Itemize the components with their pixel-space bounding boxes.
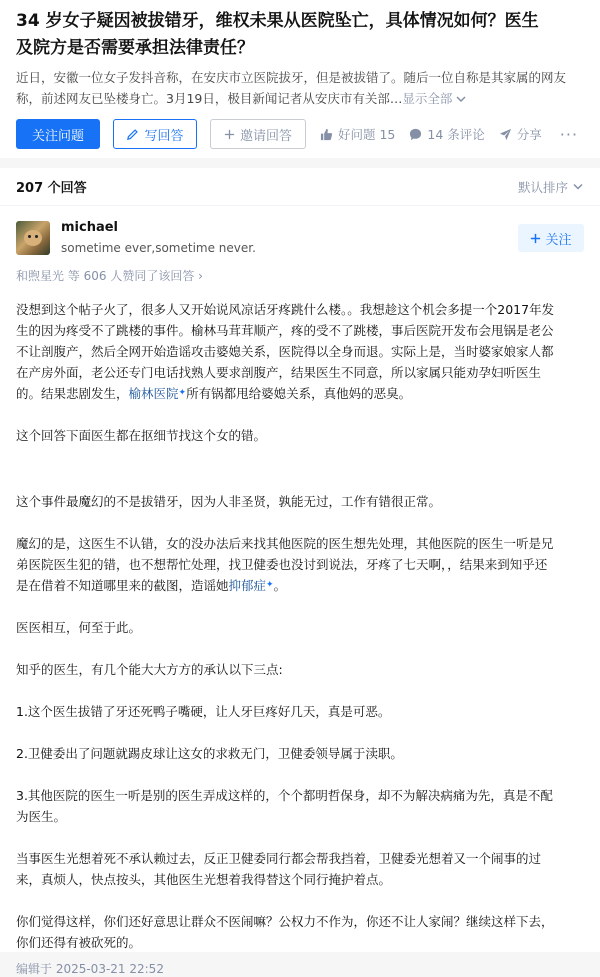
paragraph-4 [16,533,584,596]
author-name[interactable]: michael [61,220,119,235]
write-answer-label: 写回答 [144,128,184,144]
paragraph-4-text-b: 。 [273,578,287,593]
answers-section [0,168,600,976]
paragraph-1-line [16,383,584,404]
paragraph-5 [16,617,584,638]
share-icon [499,128,512,141]
paragraph-4-line: 弟医院医生犯的错，也不想帮忙处理，找卫健委也没讨到说法，牙疼了七天啊，，结果来到知乎还 [16,557,548,572]
good-question-label: 好问题 15 [338,127,396,142]
paragraph-3 [16,491,584,512]
answer-content [16,299,584,977]
paragraph-1-text-b: 所有锅都甩给婆媳关系，真他妈的恶臭。 [186,386,412,401]
sparkle-icon: ✦ [178,388,187,398]
paragraph-1-line: 生的因为疼受不了跳楼的事件。榆林马茸茸顺产，疼的受不了跳楼，事后医院开发布会甩锅是老公 [16,323,554,338]
paragraph-3-line: 这个事件最魔幻的不是拔错牙，因为人非圣贤，孰能无过，工作有错很正常。 [16,494,442,509]
paragraph-1 [16,299,584,404]
paragraph-6-line: 知乎的医生，有几个能大大方方的承认以下三点: [16,662,283,677]
question-actions [16,119,584,149]
paragraph-5-line: 医医相互，何至于此。 [16,620,142,635]
comments-label: 14 条评论 [427,127,485,142]
more-icon[interactable]: ··· [559,124,579,144]
paragraph-8 [16,743,584,764]
edited-timestamp[interactable]: 编辑于 2025-03-21 22:52 [16,962,164,976]
author-row [16,218,584,258]
answer-item [0,206,600,977]
write-answer-button[interactable] [113,119,197,149]
paragraph-8-line: 2.卫健委出了问题就踢皮球让这女的求救无门，卫健委领导属于渎职。 [16,746,403,761]
author-info [61,219,518,257]
paragraph-11-line: 你们还得有被砍死的。 [16,935,142,950]
paragraph-9 [16,785,584,827]
excerpt-line-2 [16,88,584,109]
vote-summary[interactable]: 和煦星光 等 606 人赞同了该回答 › [16,269,203,283]
pencil-icon [126,128,139,141]
plus-icon [224,129,235,140]
question-card [0,0,600,158]
share-button[interactable] [499,125,542,143]
answer-count: 207 个回答 [16,181,87,196]
link-yulin-hospital[interactable] [129,386,187,401]
follow-author-button[interactable] [518,224,584,252]
paragraph-2 [16,425,584,446]
paragraph-9-line: 3.其他医院的医生一听是别的医生弄成这样的，个个都明哲保身，却不为解决病痛为先，真是不配 [16,788,553,803]
excerpt-line-1: 近日，安徽一位女子发抖音称，在安庆市立医院拔牙，但是被拔错了。随后一位自称是其家属的网友 [16,70,567,85]
comments-button[interactable] [409,125,484,143]
author-bio: sometime ever,sometime never. [61,241,256,255]
paragraph-10 [16,848,584,890]
invite-answer-button[interactable] [210,119,306,149]
paragraph-4-line: 魔幻的是，这医生不认错，女的没办法后来找其他医院的医生想先处理，其他医院的医生一听是兄 [16,536,554,551]
avatar[interactable] [16,221,50,255]
plus-icon [530,233,541,244]
link-yulin-hospital-text[interactable]: 榆林医院 [128,386,179,401]
show-all-label[interactable]: 显示全部 [402,91,453,106]
thumb-up-icon [320,128,333,141]
paragraph-1-text-a: 的。结果悲剧发生， [16,386,129,401]
paragraph-11 [16,911,584,953]
excerpt-line-2-text: 称，前述网友已坠楼身亡。3月19日，极目新闻记者从安庆市有关部… [16,91,403,106]
question-title-line-2[interactable]: 及院方是否需要承担法律责任？ [16,38,254,58]
chevron-down-icon [456,95,466,103]
link-depression-text[interactable]: 抑郁症 [228,578,267,593]
paragraph-2-line: 这个回答下面医生都在抠细节找这个女的错。 [16,428,267,443]
share-label: 分享 [516,127,542,142]
sort-dropdown[interactable] [518,178,584,196]
paragraph-7-line: 1.这个医生拔错了牙还死鸭子嘴硬，让人牙巨疼好几天，真是可恶。 [16,704,391,719]
paragraph-9-line: 为医生。 [16,809,67,824]
paragraph-1-line: 在产房外面，老公还专门电话找熟人要求剖腹产，结果医生不同意，所以家属只能劝孕妇听医生 [16,365,542,380]
question-title-line-1[interactable]: 34 岁女子疑因被拔错牙，维权未果从医院坠亡，具体情况如何？医生 [16,11,539,31]
sort-label: 默认排序 [517,179,568,195]
chevron-down-icon [572,182,584,192]
paragraph-10-line: 当事医生光想着死不承认赖过去，反正卫健委同行都会帮我挡着，卫健委光想着又一个闹事的过 [16,851,542,866]
paragraph-1-line: 不让剖腹产，然后全网开始造谣攻击婆媳关系，医院得以全身而退。实际上是，当时婆家娘家人都 [16,344,554,359]
vote-summary-text[interactable]: 和煦星光 等 606 人赞同了该回答 [16,269,195,283]
follow-question-button[interactable]: 关注问题 [16,119,100,149]
invite-answer-label: 邀请回答 [239,128,292,144]
answers-header [0,168,600,206]
paragraph-6 [16,659,584,680]
paragraph-11-line: 你们觉得这样，你们还好意思让群众不医闹嘛？公权力不作为，你还不让人家闹？继续这样下去， [16,914,554,929]
question-excerpt [16,67,584,109]
sparkle-icon: ✦ [266,580,274,590]
paragraph-10-line: 来，真烦人，快点按头，其他医生光想着我得替这个同行掩护着点。 [16,872,392,887]
good-question-button[interactable] [320,125,395,143]
paragraph-4-line [16,575,584,596]
comment-icon [409,128,422,141]
follow-author-label: 关注 [545,232,572,248]
show-all-button[interactable] [402,91,466,106]
paragraph-4-text-a: 是在借着不知道哪里来的截图，造谣她 [16,578,229,593]
paragraph-1-line: 没想到这个帖子火了，很多人又开始说风凉话牙疼跳什么楼。。我想趁这个机会多提一个2017年发 [16,302,555,317]
paragraph-7 [16,701,584,722]
link-depression[interactable] [229,578,274,593]
question-title[interactable] [16,8,584,62]
